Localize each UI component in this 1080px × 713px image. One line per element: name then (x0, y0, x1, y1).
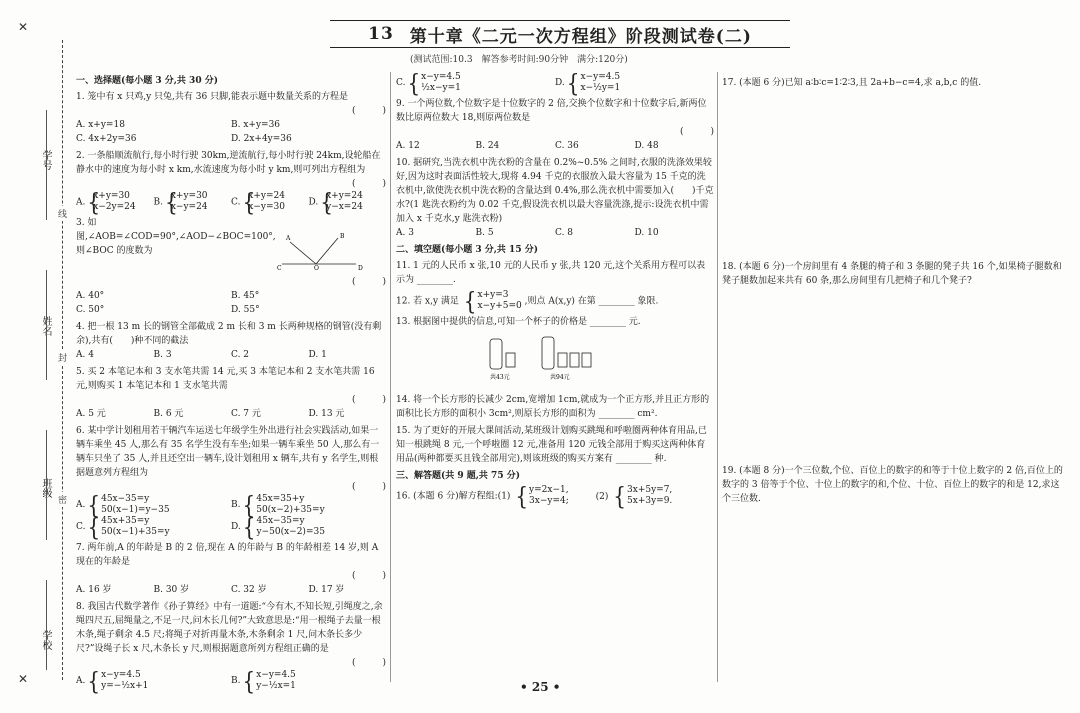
svg-text:O: O (314, 265, 319, 270)
answer-blank[interactable]: ( ) (679, 127, 714, 137)
option: B. 3 (153, 350, 172, 360)
answer-blank[interactable]: ( ) (351, 179, 386, 189)
option: D. { x+y=24 y−x=24 (308, 187, 363, 217)
question-19: 19. (本题 8 分)一个三位数,个位、百位上的数字的和等于十位上数字的 2 倍,百位上的数字的 3 倍等于个位、十位上的数字的和,个位、十位、百位上的数字的和是 12,求这个三位数. (722, 466, 1063, 504)
option: C. 36 (555, 141, 579, 151)
question-text: 10. 据研究,当洗衣机中洗衣粉的含量在 0.2%~0.5% 之间时,衣服的洗涤效果较好,因为这时表面活性较大,现将 4.94 千克的衣服放入最大容量为 15 千克的洗衣机中,欲使洗衣机中洗衣粉的含量达到 0.4%,那么洗衣机中需要加入( )千克水?(1 匙洗衣粉约为 0.02 千克,假设洗衣机以最大容量洗涤,提示:设洗衣机中需加入 x 千克水,y 匙洗衣粉) (396, 158, 714, 224)
equation: 5x+3y=9. (627, 496, 673, 506)
option: C. { 45x+35=y 50(x−1)+35=y (76, 512, 170, 542)
question-text: 14. 将一个长方形的长减少 2cm,宽增加 1cm,就成为一个正方形,并且正方形的面积比长方形的面积小 3cm²,则原长方形的面积为 (396, 395, 710, 419)
svg-text:共94元: 共94元 (550, 374, 570, 381)
question-text: ,则点 A(x,y) 在第 (524, 296, 596, 307)
question-7 (76, 541, 386, 597)
option: C. { x+y=24 x−y=30 (231, 187, 285, 217)
option: C. 4x+2y=36 (76, 134, 137, 144)
option: D. 1 (308, 350, 327, 360)
option: D. 55° (231, 305, 260, 315)
name-field[interactable] (46, 270, 47, 380)
question-text: 4. 把一根 13 m 长的钢管全部截成 2 m 长和 3 m 长两种规格的钢管(没有剩余),共有( )种不同的截法 (76, 322, 382, 346)
option: B. 5 (475, 228, 494, 238)
answer-blank[interactable]: ________. (416, 275, 456, 285)
svg-text:B: B (340, 233, 345, 240)
question-text: 1. 笼中有 x 只鸡,y 只兔,共有 36 只脚,能表示题中数量关系的方程是 (76, 92, 348, 102)
question-12: 12. 若 x,y 满足 { x+y=3 x−y+5=0 ,则点 A(x,y) 在第 ________ 象限. (396, 286, 659, 316)
answer-blank[interactable]: ________ (615, 454, 652, 464)
option: B. { 45x=35+y 50(x−2)+35=y (231, 490, 325, 520)
question-5 (76, 365, 386, 421)
page-number: • 25 • (520, 680, 561, 694)
question-text: 6. 某中学计划租用若干辆汽车运送七年级学生外出进行社会实践活动,如果一辆车乘坐 45 人,那么有 35 名学生没有车坐;如果一辆车乘坐 50 人,那么有一辆车只坐了 35 人,并且还空出一辆车,设计划租用 x 辆车,共有 y 名学生,则根据题意列方程组为 (76, 426, 380, 478)
test-title: 第十章《二元一次方程组》阶段测试卷(二) (409, 26, 752, 47)
class-field[interactable] (46, 430, 47, 540)
question-text: 9. 一个两位数,个位数字是十位数字的 2 倍,交换个位数字和十位数字后,新两位数比原两位数大 18,则原两位数是 (396, 99, 707, 123)
option: A. { x+y=30 x−2y=24 (76, 187, 136, 217)
answer-blank[interactable]: ( ) (351, 395, 386, 405)
answer-blank[interactable]: ( ) (351, 658, 386, 668)
option: D. 2x+4y=36 (231, 134, 292, 144)
cut-word: 密 (58, 492, 67, 507)
question-13: 13. 根据图中提供的信息,可知一个杯子的价格是 ________ 元. 共43元 共94元 (396, 317, 641, 381)
question-text: 5. 买 2 本笔记本和 3 支水笔共需 14 元,买 3 本笔记本和 2 支水笔共需 16 元,则购买 1 本笔记本和 1 支水笔共需 (76, 367, 375, 391)
school-label: 学校 (40, 630, 51, 650)
column-1 (76, 72, 386, 695)
option: A. 40° (76, 291, 105, 301)
option: A. 5 元 (76, 409, 106, 419)
school-field[interactable] (46, 580, 47, 670)
svg-text:C: C (277, 265, 282, 270)
option: A. { 45x−35=y 50(x−1)=y−35 (76, 490, 170, 520)
answer-blank[interactable]: ________ (598, 409, 635, 419)
binding-margin (0, 0, 70, 713)
option: D. 13 元 (308, 409, 345, 419)
question-text: 11. 1 元的人民币 x 张,10 元的人民币 y 张,共 120 元,这个关系用方程可以表示为 (396, 261, 706, 285)
answer-blank[interactable]: ________ (589, 317, 626, 327)
cut-word: 封 (58, 350, 67, 365)
question-text: 象限. (637, 296, 659, 307)
answer-blank[interactable]: ________ (598, 296, 635, 307)
page-title (330, 20, 790, 48)
question-text: 12. 若 x,y 满足 (396, 296, 459, 307)
question-4 (76, 320, 386, 362)
option: A. 16 岁 (76, 585, 112, 595)
class-label: 班级 (40, 478, 51, 498)
question-2 (76, 149, 386, 217)
question-11 (396, 259, 714, 287)
option: C. 7 元 (231, 409, 261, 419)
option: A. 3 (396, 228, 414, 238)
option: B. 6 元 (153, 409, 184, 419)
question-9 (396, 97, 714, 153)
option: D. 10 (634, 228, 659, 238)
question-text: 2. 一条船顺流航行,每小时行驶 30km,逆流航行,每小时行驶 24km,设轮船在静水中的速度为每小时 x km,水流速度为每小时 y km,则可列出方程组为 (76, 151, 381, 175)
question-text: (2) (595, 491, 609, 502)
question-16: 16. (本题 6 分)解方程组:(1) { y=2x−1, 3x−y=4; (2) { 3x+5y=7, 5x+3y=9. (396, 481, 673, 511)
answer-blank[interactable]: ( ) (351, 482, 386, 492)
equation: x+y=3 (477, 290, 509, 300)
section-heading: 一、选择题(每小题 3 分,共 30 分) (76, 76, 218, 86)
equation: 3x−y=4; (529, 496, 569, 506)
equation: 3x+5y=7, (627, 485, 673, 495)
option: B. { x−y=4.5 y−½x=1 (231, 666, 296, 696)
question-6 (76, 424, 386, 542)
column-divider (390, 72, 391, 682)
question-17: 17. (本题 6 分)已知 a∶b∶c=1∶2∶3,且 2a+b−c=4,求 a,b,c 的值. (722, 78, 982, 88)
option: B. x+y=36 (231, 120, 281, 130)
test-number: 13 (368, 24, 394, 44)
option: B. 24 (475, 141, 500, 151)
column-divider (717, 72, 718, 682)
option: A. { x−y=4.5 y=−½x+1 (76, 666, 149, 696)
question-8-continued (396, 68, 714, 98)
question-text: 13. 根据图中提供的信息,可知一个杯子的价格是 (396, 317, 588, 327)
question-18: 18. (本题 6 分)一个房间里有 4 条腿的椅子和 3 条腿的凳子共 16 个,如果椅子腿数和凳子腿数加起来共有 60 条,那么房间里有几把椅子和几个凳子? (722, 262, 1062, 286)
option: B. { x+y=30 x−y=24 (153, 187, 208, 217)
section-heading: 三、解答题(共 9 题,共 75 分) (396, 471, 520, 481)
question-14: 14. 将一个长方形的长减少 2cm,宽增加 1cm,就成为一个正方形,并且正方形的面积比长方形的面积小 3cm²,则原长方形的面积为 ________ cm². (396, 395, 710, 419)
student-number-field[interactable] (46, 110, 47, 220)
section-heading: 二、填空题(每小题 3 分,共 15 分) (396, 245, 538, 255)
option: A. 4 (76, 350, 94, 360)
question-text: 16. (本题 6 分)解方程组:(1) (396, 491, 511, 502)
question-text: 3. 如图,∠AOB=∠COD=90°,∠AOD−∠BOC=100°,则∠BOC 的度数为 (76, 218, 276, 256)
bottle-cup-figure (486, 333, 626, 381)
svg-text:A: A (286, 235, 291, 242)
option: A. x+y=18 (76, 120, 125, 130)
question-1 (76, 90, 386, 146)
option: D. { x−y=4.5 x−½y=1 (555, 68, 621, 98)
question-10 (396, 156, 714, 240)
question-text: 8. 我国古代数学著作《孙子算经》中有一道题:“今有木,不知长短,引绳度之,余绳四尺五,屈绳量之,不足一尺,问木长几何?”大致意思是:“用一根绳子去量一根木条,绳子剩余 4.5 尺;将绳子对折再量木条,木条剩余 1 尺,问木条长多少尺?”设绳子长 x 尺,木条长 y 尺,则根据题意所列方程组正确的是 (76, 602, 383, 654)
option: D. { 45x−35=y y−50(x−2)=35 (231, 512, 325, 542)
option: D. 48 (634, 141, 659, 151)
column-2 (396, 68, 714, 511)
question-text: 15. 为了更好的开展大课间活动,某班级计划购买跳绳和呼啦圈两种体育用品,已知一根跳绳 8 元,一个呼啦圈 12 元,准备用 120 元钱全部用于购买这两种体育用品(两种都要买且钱全部用完),则该班级的购买方案有 (396, 426, 707, 464)
answer-blank[interactable]: ( ) (351, 571, 386, 581)
equation: y=2x−1, (529, 485, 569, 495)
answer-blank[interactable]: ( ) (351, 106, 386, 116)
student-number-label: 学号 (40, 150, 51, 170)
angle-figure (276, 230, 366, 270)
option: C. 50° (76, 305, 105, 315)
test-scope: (测试范围:10.3 解答参考时间:90分钟 满分:120分) (410, 55, 628, 65)
cut-word: 线 (58, 206, 67, 221)
name-label: 姓名 (40, 316, 51, 336)
option: C. 32 岁 (231, 585, 267, 595)
equation: x−y+5=0 (477, 301, 522, 311)
question-8 (76, 600, 386, 696)
option: C. { x−y=4.5 ½x−y=1 (396, 68, 461, 98)
answer-blank[interactable]: ( ) (351, 277, 386, 287)
option: A. 12 (396, 141, 420, 151)
svg-text:D: D (358, 265, 363, 270)
question-text: 7. 两年前,A 的年龄是 B 的 2 倍,现在 A 的年龄与 B 的年龄相差 14 岁,则 A 现在的年龄是 (76, 543, 379, 567)
scissors-icon: ✕ (18, 672, 29, 686)
question-15: 15. 为了更好的开展大课间活动,某班级计划购买跳绳和呼啦圈两种体育用品,已知一根跳绳 8 元,一个呼啦圈 12 元,准备用 120 元钱全部用于购买这两种体育用品(两种都要买且钱全部用完),则该班级的购买方案有 ________ 种. (396, 426, 707, 464)
option: C. 2 (231, 350, 250, 360)
option: D. 17 岁 (308, 585, 345, 595)
scissors-icon: ✕ (18, 20, 29, 34)
option: B. 45° (231, 291, 260, 301)
svg-text:共43元: 共43元 (490, 374, 510, 381)
option: C. 8 (555, 228, 574, 238)
option: B. 30 岁 (153, 585, 190, 595)
question-3 (76, 216, 386, 317)
